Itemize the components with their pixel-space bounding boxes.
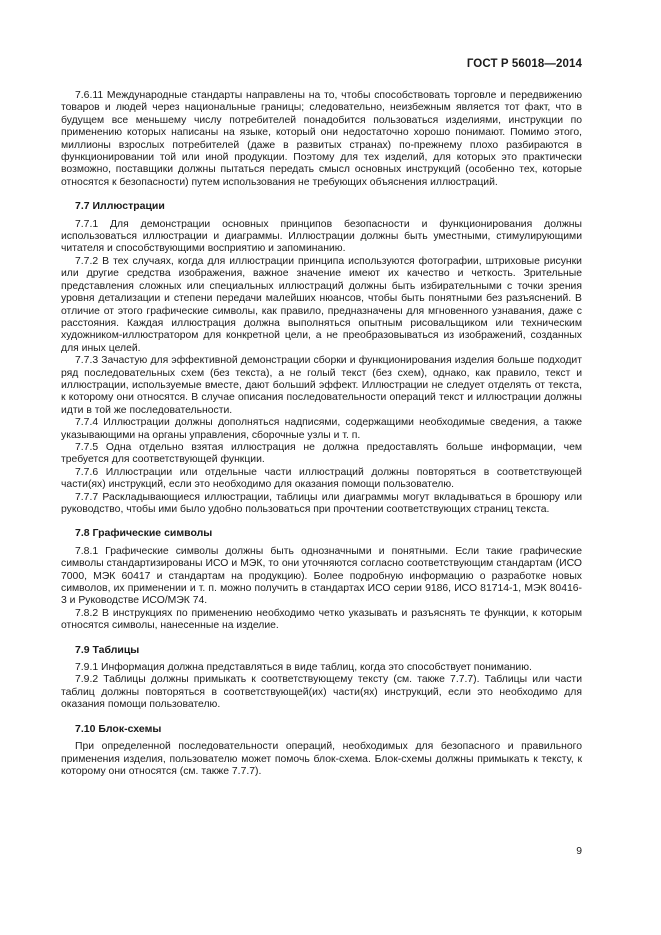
paragraph-7-7-5: 7.7.5 Одна отдельно взятая иллюстрация не должна предоставлять больше информации, чем требуется для соответствующей функции. [61,441,582,466]
heading-7-8-graphic-symbols: 7.8 Графические символы [75,527,213,540]
heading-7-9-tables: 7.9 Таблицы [75,643,140,656]
paragraph-7-8-2: 7.8.2 В инструкциях по применению необходимо четко указывать и разъяснять те функции, к которым относятся символы, нанесенные на изделие. [61,607,582,632]
paragraph-7-7-4: 7.7.4 Иллюстрации должны дополняться надписями, содержащими необходимые сведения, а также указывающими на органы управления, сборочные узлы и т. п. [61,417,582,441]
paragraph-7-7-7: 7.7.7 Раскладывающиеся иллюстрации, таблицы или диаграммы могут вкладываться в брошюру или руководство, чтобы ими было удобно пользоваться при прочтении соответствующих страниц текста. [61,491,582,515]
paragraph-7-9-1: 7.9.1 Информация должна представляться в виде таблиц, когда это способствует пониманию. [75,662,532,674]
paragraph-7-6-11: 7.6.11 Международные стандарты направлены на то, чтобы способствовать торговле и передвижению товаров и людей через национальные границы; следовательно, неизбежным является тот факт, что в будущем все меньшему числу потребителей понадобится пользоваться изделиями, инструкции по применению которых написаны на языке, который они недостаточно хорошо понимают. Помимо этого, миллионы взрослых потребителей (даже в развитых странах) по-прежнему плохо разбираются в функционировании той или иной продукции. Поэтому для тех изделий, для которых это практически возможно, поставщики должны пытаться передать смысл основных инструкций (особенно тех, которые относятся к безопасности) путем использования не требующих объяснения иллюстраций. [61,90,582,188]
page-content [61,90,582,778]
paragraph-7-7-2: 7.7.2 В тех случаях, когда для иллюстрации принципа используются фотографии, штриховые рисунки или другие средства изображения, важное значение имеют их качество и четкость. Зрительные представления сложных или специальных иллюстраций должны быть избирательными с точки зрения уровня детализации и степени передачи малейших нюансов, чтобы быть понятными без разъяснений. В отличие от этого графические символы, как правило, предназначены для мгновенного узнавания, даже с расстояния. Каждая иллюстрация должна выполняться опытным рисовальщиком или техническим художником-иллюстратором для конкретной цели, а не преобразовываться из изображений, созданных для иных целей. [61,255,582,354]
document-page [61,58,582,918]
paragraph-7-7-1: 7.7.1 Для демонстрации основных принципов безопасности и функционирования должны использоваться иллюстрации и диаграммы. Иллюстрации должны быть уместными, стимулирующими читателя и способствующими восприятию и запоминанию. [61,218,582,255]
heading-7-7-illustrations: 7.7 Иллюстрации [75,200,165,213]
paragraph-7-8-1: 7.8.1 Графические символы должны быть однозначными и понятными. Если такие графические символы стандартизированы ИСО и МЭК, то они уточняются согласно соответствующим стандартам (ИСО 7000, МЭК 60417 и стандартам на продукцию). Более подробную информацию о разработке новых символов, их применении и т. п. можно получить в стандартах ИСО серии 9186, ИСО 81714-1, МЭК 80416-3 и Руководстве ИСО/МЭК 74. [61,545,582,607]
paragraph-7-9-2: 7.9.2 Таблицы должны примыкать к соответствующему тексту (см. также 7.7.7). Таблицы или части таблиц должны повторяться в соответствующей(их) части(ях) инструкций, если это необходимо для оказания помощи пользователю. [61,674,582,711]
heading-7-10-flowcharts: 7.10 Блок-схемы [75,722,162,735]
standard-designation: ГОСТ Р 56018—2014 [466,58,582,70]
paragraph-7-7-3: 7.7.3 Зачастую для эффективной демонстрации сборки и функционирования изделия больше подходит ряд последовательных схем (без текста), а не голый текст (без схем), однако, как правило, текст и иллюстрации, используемые вместе, дают больший эффект. Иллюстрации не следует отделять от текста, к которому они относятся. В случае описания последовательности операций текст и иллюстрации должны идти в той же последовательности. [61,355,582,416]
paragraph-7-10: При определенной последовательности операций, необходимых для безопасного и правильного применения изделия, пользователю может помочь блок-схема. Блок-схемы должны примыкать к тексту, к которому они относятся (см. также 7.7.7). [61,741,582,777]
page-number: 9 [576,846,582,857]
paragraph-7-7-6: 7.7.6 Иллюстрации или отдельные части иллюстраций должны повторяться в соответствующей части(ях) инструкций, если это необходимо для оказания помощи пользователю. [61,466,582,491]
